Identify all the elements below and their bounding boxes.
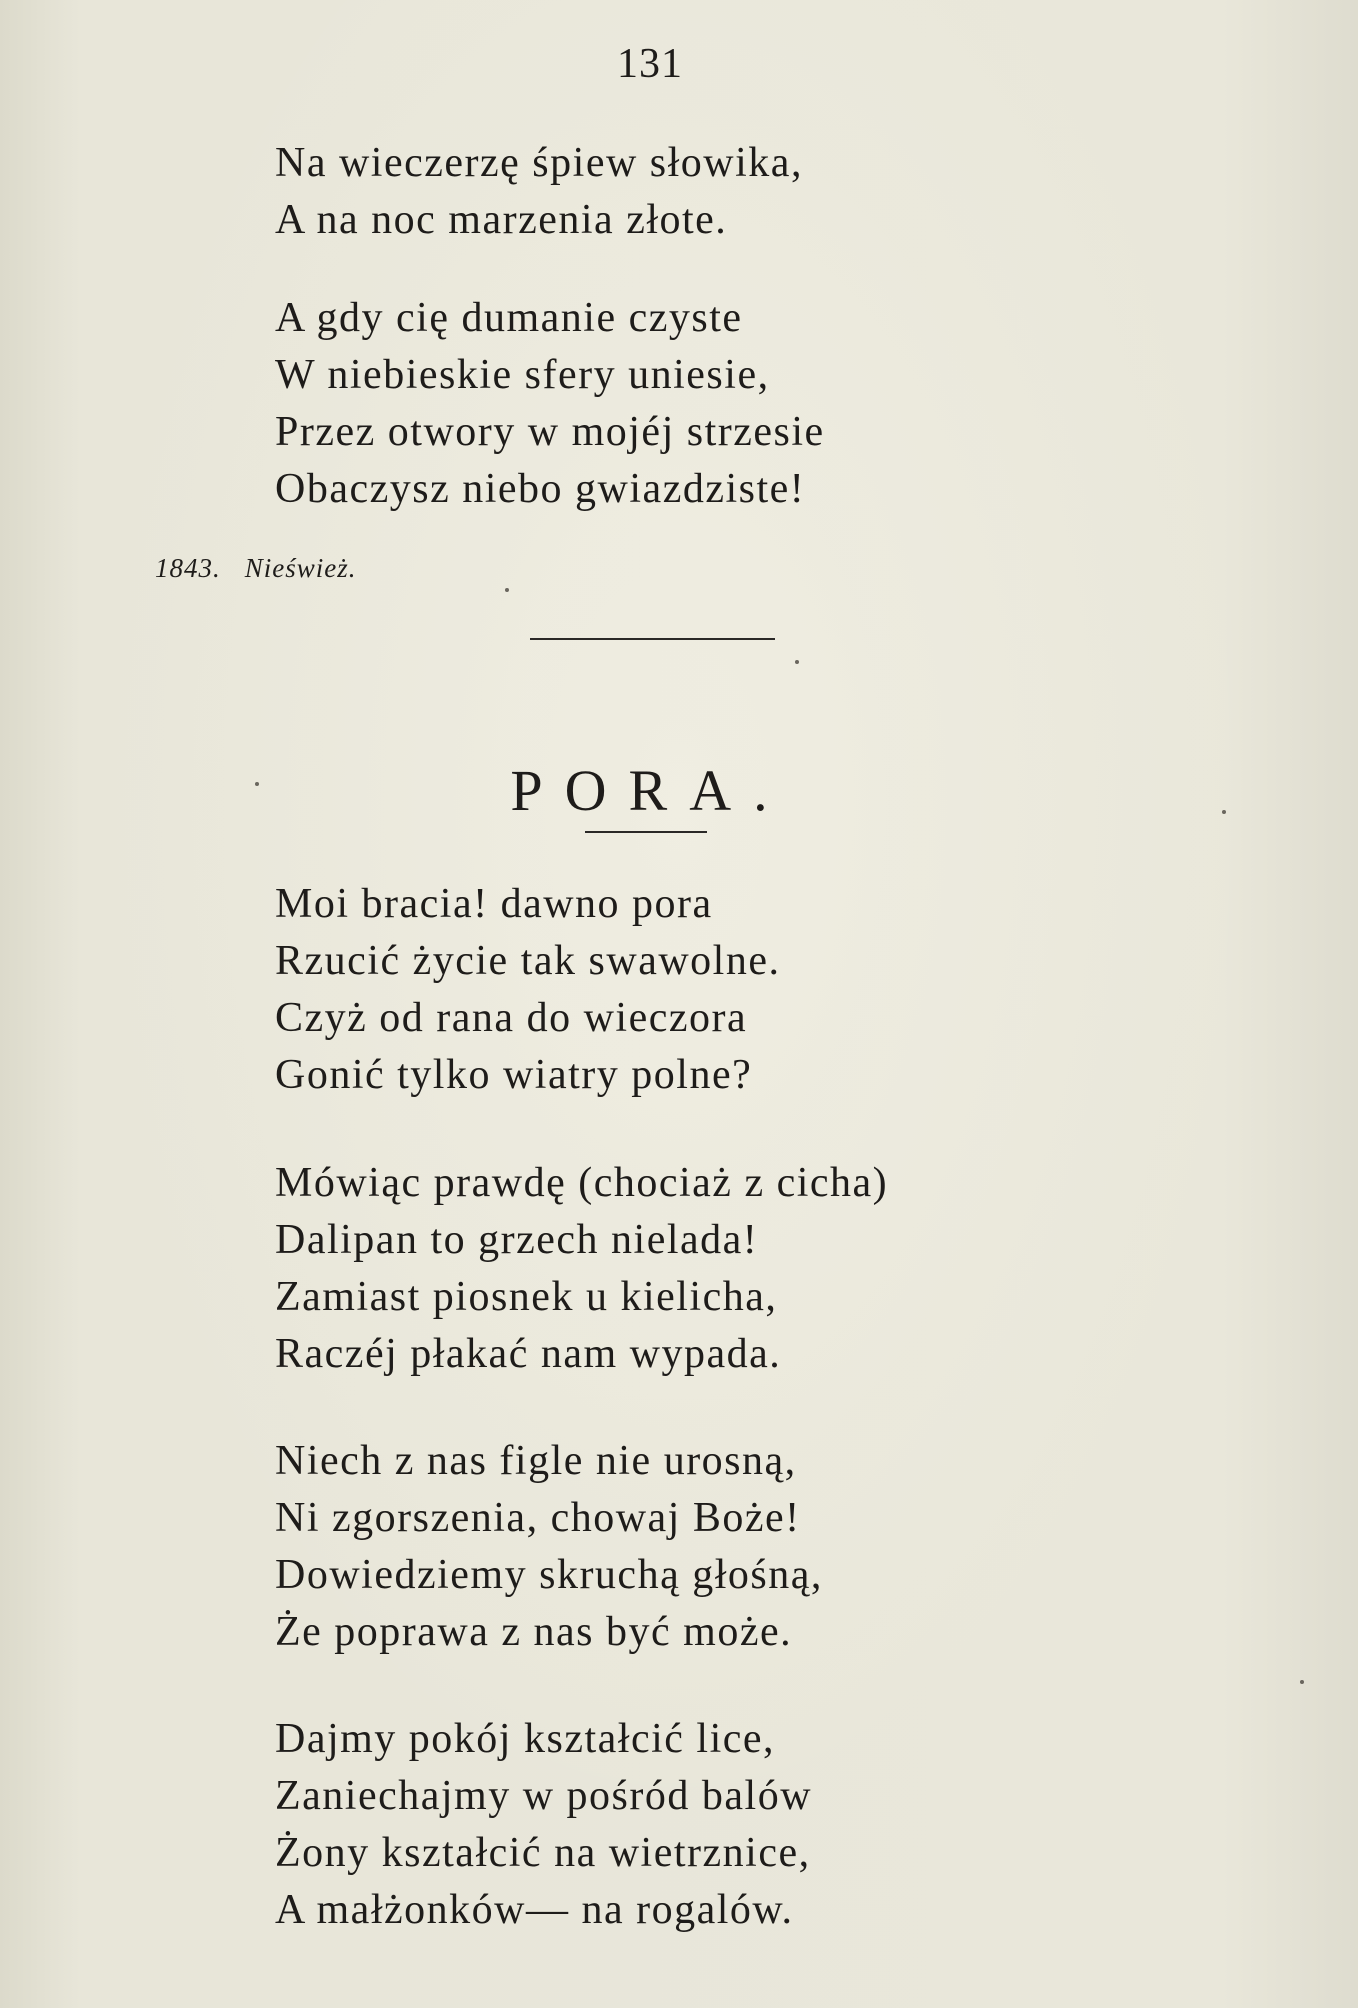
paper-speck — [1300, 1680, 1304, 1684]
verse-line: Dowiedziemy skruchą głośną, — [275, 1552, 823, 1598]
previous-poem-stanza-1 — [275, 135, 803, 249]
verse-line: Rzucić życie tak swawolne. — [275, 938, 781, 984]
verse-line: Przez otwory w mojéj strzesie — [275, 409, 825, 455]
title-underline — [585, 831, 707, 833]
verse-line: Zamiast piosnek u kielicha, — [275, 1274, 778, 1320]
paper-speck — [1222, 810, 1226, 814]
verse-line: Gonić tylko wiatry polne? — [275, 1052, 753, 1098]
verse-line: Żony kształcić na wietrznice, — [275, 1830, 811, 1876]
verse-line: Raczéj płakać nam wypada. — [275, 1331, 782, 1377]
verse-line: Mówiąc prawdę (chociaż z cicha) — [275, 1160, 889, 1206]
page-number: 131 — [617, 41, 683, 87]
poem-stanza-4 — [275, 1711, 812, 1939]
verse-line: A gdy cię dumanie czyste — [275, 295, 743, 341]
verse-line: Zaniechajmy w pośród balów — [275, 1773, 813, 1819]
verse-line: Moi bracia! dawno pora — [275, 881, 713, 927]
verse-line: Obaczysz niebo gwiazdziste! — [275, 466, 806, 512]
poem-stanza-2 — [275, 1155, 888, 1383]
verse-line: W niebieskie sfery uniesie, — [275, 352, 770, 398]
previous-poem-stanza-2 — [275, 290, 825, 518]
paper-speck — [795, 660, 799, 664]
verse-line: A na noc marzenia złote. — [275, 197, 728, 243]
poem-stanza-1 — [275, 876, 780, 1104]
verse-line: Dajmy pokój kształcić lice, — [275, 1716, 776, 1762]
verse-line: Niech z nas figle nie urosną, — [275, 1438, 797, 1484]
verse-line: Że poprawa z nas być może. — [275, 1609, 793, 1655]
verse-line: Dalipan to grzech nielada! — [275, 1217, 759, 1263]
verse-line: A małżonków— na rogalów. — [275, 1887, 794, 1933]
verse-line: Czyż od rana do wieczora — [275, 995, 748, 1041]
verse-line: Na wieczerzę śpiew słowika, — [275, 140, 803, 186]
verse-line: Ni zgorszenia, chowaj Boże! — [275, 1495, 801, 1541]
section-divider — [530, 638, 775, 640]
paper-speck — [505, 588, 509, 592]
poem-title: PORA. — [510, 757, 790, 823]
paper-speck — [255, 782, 259, 786]
poem-stanza-3 — [275, 1433, 823, 1661]
date-place-line — [155, 553, 357, 584]
poem-place: Nieśwież. — [244, 553, 357, 583]
poem-date: 1843. — [155, 553, 221, 583]
